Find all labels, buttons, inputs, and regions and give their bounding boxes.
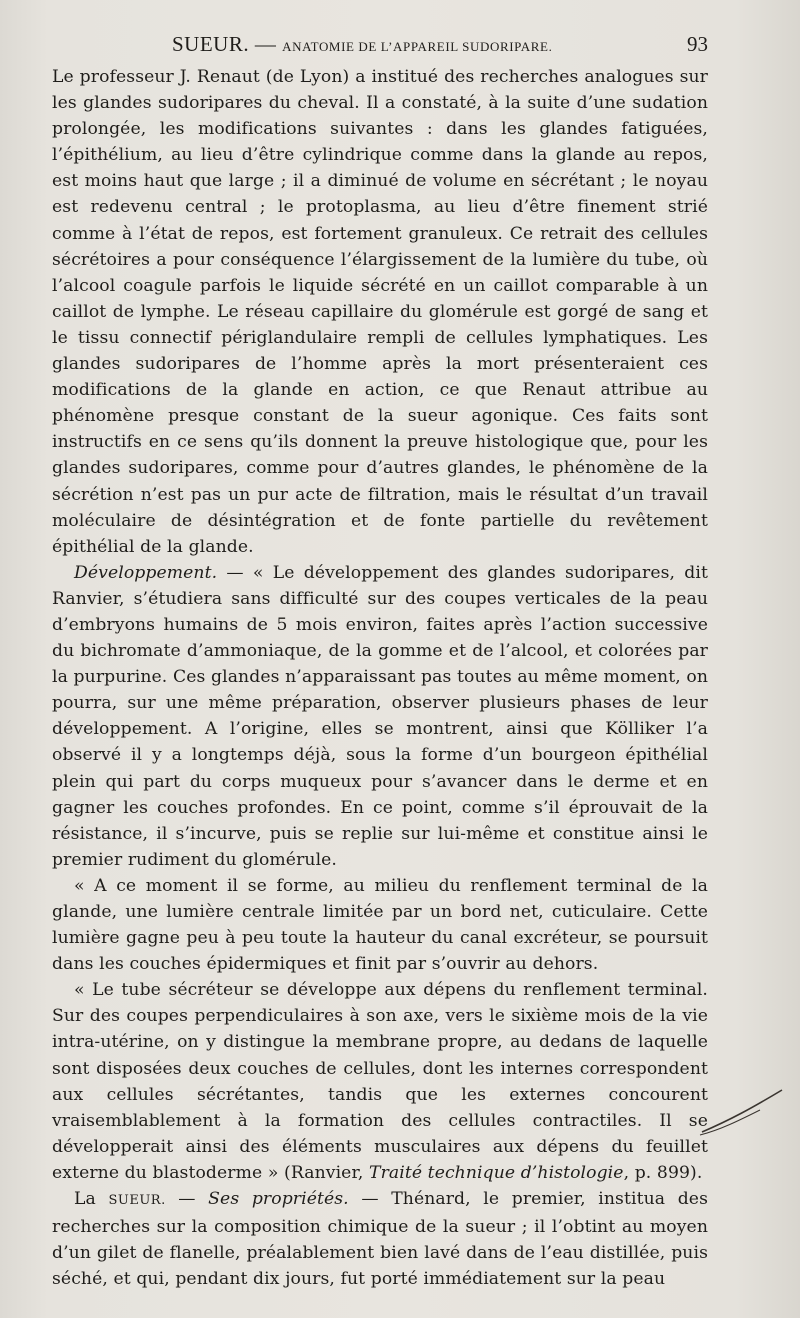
paragraph-sueur [52,1186,708,1292]
paragraph-renaut: Le professeur J. Renaut (de Lyon) a institué des recherches analogues sur les glandes sudoripares du cheval. Il a constaté, à la suite d’une sudation prolongée, les modifications suivantes : dans les glandes fatiguées, l’épithélium, au lieu d’être cylindrique comme dans la glande au repos, est moins haut que large ; il a diminué de volume en sécrétant ; le noyau est redevenu central ; le protoplasma, au lieu d’être finement strié comme à l’état de repos, est fortement granuleux. Ce retrait des cellules sécrétoires a pour conséquence l’élargissement de la lumière du tube, où l’alcool coagule parfois le liquide sécrété en un caillot comparable à un caillot de lymphe. Le réseau capillaire du glomérule est gorgé de sang et le tissu connectif périglandulaire rempli de cellules lymphatiques. Les glandes sudoripares de l’homme après la mort présenteraient ces modifications de la glande en action, ce que Renaut attribue au phénomène presque constant de la sueur agonique. Ces faits sont instructifs en ce sens qu’ils donnent la preuve histologique que, pour les glandes sudoripares, comme pour d’autres glandes, le phénomène de la sécrétion n’est pas un pur acte de filtration, mais le résultat d’un travail moléculaire de désintégration et de fonte partielle du revêtement épithélial de la glande. [52,67,708,557]
sueur-lead-word: SUEUR. [108,1193,166,1209]
citation-end: , p. 899). [623,1162,703,1183]
running-title [172,32,552,57]
sueur-text: — Thénard, le premier, institua des recherches sur la composition chimique de la sueur ; il l’obtint au moyen d’un gilet de flanelle, préalablement bien lavé dans de l’eau distillée, puis séché, et qui, pendant dix jours, fut porté immédiatement sur la peau [52,1189,708,1290]
paragraph-quote-lumiere: « A ce moment il se forme, au milieu du renflement terminal de la glande, une lumière centrale limitée par un bord net, cuticulaire. Cette lumière gagne peu à peu toute la hauteur du canal excréteur, se poursuit dans les couches épidermiques et finit par s’ouvrir au dehors. [52,875,708,975]
paragraph-tube-secreteur [52,977,708,1186]
tube-text: « Le tube sécréteur se développe aux dépens du renflement terminal. Sur des coupes perpendiculaires à son axe, vers le sixième mois de la vie intra-utérine, on y distingue la membrane propre, au dedans de laquelle sont disposées deux couches de cellules, dont les internes correspondent aux cellules sécrétantes, tandis que les externes concourent vraisemblablement à la formation des cellules contractiles. Il se développerait ainsi des éléments musculaires aux dépens du feuillet externe du blastoderme » (Ranvier, [52,980,708,1183]
sueur-dash: — [165,1189,209,1210]
running-header [52,32,708,60]
citation-title: Traité technique d’histologie [369,1162,624,1183]
pen-stroke-mark [690,1080,790,1140]
developpement-text: — « Le développement des glandes sudoripares, dit Ranvier, s’étudiera sans difficulté sur des coupes verticales de la peau d’embryons humains de 5 mois environ, faites après l’action successive du bichromate d’ammoniaque, de la gomme et de l’alcool, et colorées par la purpurine. Ces glandes n’apparaissant pas toutes au même moment, on pourra, sur une même préparation, observer plusieurs phases de leur développement. A l’origine, elles se montrent, ainsi que Kölliker l’a observé il y a longtemps déjà, sous la forme d’un bourgeon épithélial plein qui part du corps muqueux pour s’avancer dans le derme et en gagner les couches profondes. En ce point, comme s’il éprouvait de la résistance, il s’incurve, puis se replie sur lui-même et constitue ainsi le premier rudiment du glomérule. [52,562,708,870]
page-number: 93 [687,32,708,56]
paragraph-developpement [52,560,708,873]
developpement-heading: Développement. [74,562,218,583]
sueur-lead-la: La [74,1189,96,1210]
header-subtitle: ANATOMIE DE L’APPAREIL SUDORIPARE. [282,39,553,54]
header-title: SUEUR. [172,32,250,56]
header-dash: — [254,32,277,56]
sueur-proprietes: Ses propriétés. [208,1189,349,1210]
body-text [52,64,708,1292]
